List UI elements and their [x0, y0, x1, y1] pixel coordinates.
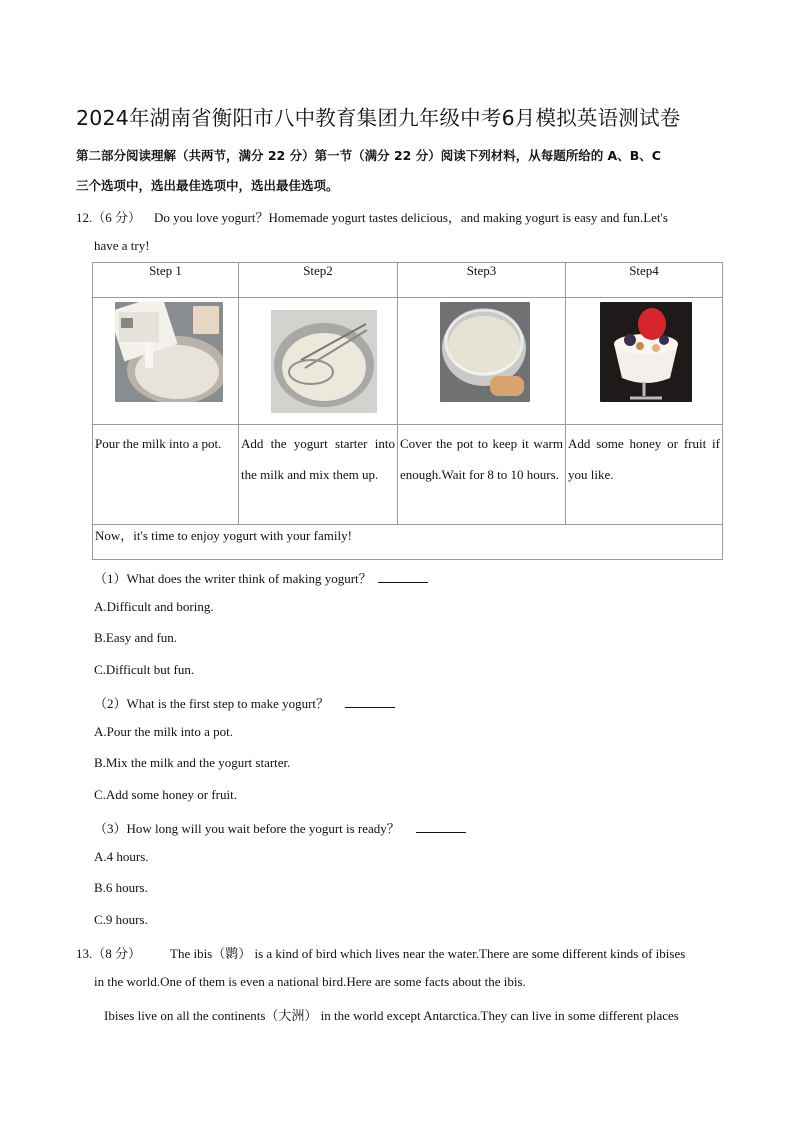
question-13-number: 13.（8 分）	[76, 946, 142, 961]
step-3-header: Step3	[398, 263, 566, 298]
step-3-image-cell	[398, 298, 566, 425]
sub-question-1	[94, 568, 428, 587]
option-3b: B.6 hours.	[94, 880, 148, 895]
milk-pouring-photo	[115, 302, 223, 402]
step-2-text: Add the yogurt starter into the milk and mix them up.	[239, 425, 398, 525]
question-12-intro-cont: have a try!	[94, 238, 150, 253]
yogurt-steps-table	[92, 262, 723, 560]
section-instruction-line2: 三个选项中，选出最佳选项中，选出最佳选项。	[76, 178, 339, 193]
answer-blank-3[interactable]	[416, 821, 466, 833]
sub-question-2	[94, 693, 395, 712]
option-1b: B.Easy and fun.	[94, 630, 178, 645]
step-2-header: Step2	[239, 263, 398, 298]
step-4-header: Step4	[566, 263, 723, 298]
question-13-line1: The ibis（鹮） is a kind of bird which lives near the water.There are some different kinds of ibises	[170, 946, 686, 961]
option-3a: A.4 hours.	[94, 849, 149, 864]
closing-line: Now，it's time to enjoy yogurt with your family!	[93, 525, 723, 560]
question-12-intro-text: Do you love yogurt？Homemade yogurt tastes delicious，and making yogurt is easy and fun.Let's	[154, 210, 668, 225]
question-12-number: 12.（6 分）	[76, 210, 142, 225]
option-1a: A.Difficult and boring.	[94, 599, 214, 614]
sub-question-2-stem: （2）What is the first step to make yogurt？	[94, 696, 330, 711]
exam-title: 2024年湖南省衡阳市八中教育集团九年级中考6月模拟英语测试卷	[76, 106, 681, 130]
question-13-line3: Ibises live on all the continents（大洲） in the world except Antarctica.They can live in some different places	[104, 1008, 679, 1023]
question-13-intro	[76, 943, 685, 962]
sub-question-3	[94, 818, 466, 837]
answer-blank-1[interactable]	[378, 571, 428, 583]
step-4-text: Add some honey or fruit if you like.	[566, 425, 723, 525]
option-3c: C.9 hours.	[94, 912, 148, 927]
step-4-image-cell	[566, 298, 723, 425]
step-1-image-cell	[93, 298, 239, 425]
section-instruction-line1: 第二部分阅读理解（共两节，满分 22 分）第一节（满分 22 分）阅读下列材料，从每题所给的 A、B、C	[76, 148, 661, 163]
option-2a: A.Pour the milk into a pot.	[94, 724, 234, 739]
sub-question-1-stem: （1）What does the writer think of making yogurt？	[94, 571, 372, 586]
option-2b: B.Mix the milk and the yogurt starter.	[94, 755, 291, 770]
step-1-text: Pour the milk into a pot.	[93, 425, 239, 525]
whisking-photo	[271, 310, 377, 413]
step-3-text: Cover the pot to keep it warm enough.Wait for 8 to 10 hours.	[398, 425, 566, 525]
step-2-image-cell	[239, 298, 398, 425]
sub-question-3-stem: （3）How long will you wait before the yogurt is ready？	[94, 821, 400, 836]
option-2c: C.Add some honey or fruit.	[94, 787, 237, 802]
covered-pot-photo	[440, 302, 530, 402]
question-13-line2: in the world.One of them is even a national bird.Here are some facts about the ibis.	[94, 974, 526, 989]
option-1c: C.Difficult but fun.	[94, 662, 195, 677]
question-12-intro	[76, 207, 668, 226]
yogurt-dessert-photo	[600, 302, 692, 402]
step-1-header: Step 1	[93, 263, 239, 298]
answer-blank-2[interactable]	[345, 696, 395, 708]
